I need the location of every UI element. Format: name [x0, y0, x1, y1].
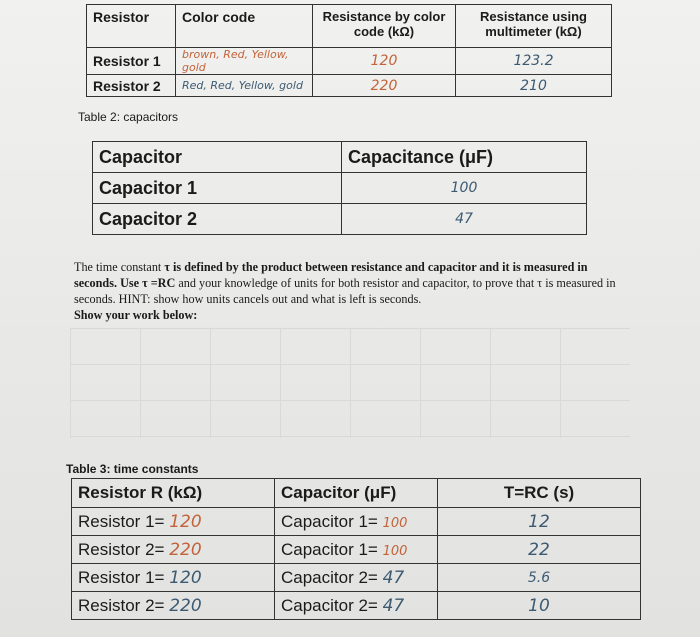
column-header: Resistance using multimeter (kΩ)	[456, 5, 612, 48]
handwritten-value: 100	[382, 543, 408, 559]
table-row	[72, 592, 641, 620]
instruction-text: The time constant	[74, 260, 165, 274]
handwritten-color-code: brown, Red, Yellow, gold	[176, 48, 313, 75]
row-label: Resistor 2=	[78, 539, 165, 559]
column-header: T=RC (s)	[438, 479, 641, 508]
handwritten-value: 47	[382, 595, 405, 616]
handwritten-value: 100	[382, 515, 408, 531]
table-row	[72, 536, 641, 564]
handwritten-value: 47	[382, 567, 405, 588]
capacitor-cell	[275, 508, 438, 536]
handwritten-color-code: Red, Red, Yellow, gold	[176, 75, 313, 97]
column-header: Resistance by color code (kΩ)	[313, 5, 456, 48]
row-label: Resistor 1	[87, 48, 176, 75]
handwritten-value: 12	[438, 508, 641, 536]
handwritten-value: 210	[456, 75, 612, 97]
table-header-row	[87, 5, 612, 48]
capacitor-cell	[275, 564, 438, 592]
row-label: Capacitor 1	[93, 173, 342, 204]
handwritten-value: 10	[438, 592, 641, 620]
handwritten-value: 220	[169, 595, 202, 616]
table-caption: Table 3: time constants	[66, 462, 199, 476]
instruction-text: is defined by the product between resistance and capacitor and it is measured in seconds.	[74, 260, 588, 290]
resistor-table	[86, 4, 612, 97]
column-header: Resistor R (kΩ)	[72, 479, 275, 508]
table-row	[87, 75, 612, 97]
work-area	[70, 328, 630, 438]
row-label: Resistor 1=	[78, 511, 165, 531]
table-caption: Table 2: capacitors	[78, 110, 179, 124]
row-label: Capacitor 2=	[281, 567, 378, 587]
table-row	[72, 564, 641, 592]
column-header: Capacitance (μF)	[342, 142, 587, 173]
capacitor-table	[92, 141, 587, 235]
instruction-text: Use τ =RC	[117, 276, 176, 290]
handwritten-value: 220	[313, 75, 456, 97]
time-constants-table	[71, 478, 641, 620]
row-label: Capacitor 2	[93, 204, 342, 235]
handwritten-value: 5.6	[438, 564, 641, 592]
handwritten-value: 220	[169, 539, 202, 560]
column-header: Color code	[176, 5, 313, 48]
handwritten-value: 120	[313, 48, 456, 75]
row-label: Capacitor 1=	[281, 539, 378, 559]
row-label: Resistor 2=	[78, 595, 165, 615]
handwritten-value: 120	[169, 567, 202, 588]
column-header: Resistor	[87, 5, 176, 48]
table-header-row	[72, 479, 641, 508]
table-row	[93, 173, 587, 204]
row-label: Capacitor 2=	[281, 595, 378, 615]
handwritten-value: 123.2	[456, 48, 612, 75]
capacitor-cell	[275, 536, 438, 564]
resistor-cell	[72, 592, 275, 620]
column-header: Capacitor (μF)	[275, 479, 438, 508]
resistor-cell	[72, 564, 275, 592]
handwritten-value: 120	[169, 511, 202, 532]
column-header: Capacitor	[93, 142, 342, 173]
table-header-row	[93, 142, 587, 173]
resistor-cell	[72, 536, 275, 564]
row-label: Capacitor 1=	[281, 511, 378, 531]
instruction-text: τ	[164, 260, 170, 274]
resistor-cell	[72, 508, 275, 536]
row-label: Resistor 1=	[78, 567, 165, 587]
table-row	[87, 48, 612, 75]
instruction-text: Show your work below:	[74, 308, 198, 322]
handwritten-value: 47	[342, 204, 587, 235]
row-label: Resistor 2	[87, 75, 176, 97]
capacitor-cell	[275, 592, 438, 620]
instructions-paragraph	[74, 259, 630, 323]
handwritten-value: 100	[342, 173, 587, 204]
handwritten-value: 22	[438, 536, 641, 564]
instruction-text: and your knowledge of units for both resistor and capacitor, to prove that τ is measured in seconds. HINT: show how units cancels out and what is left is seconds.	[74, 276, 616, 306]
table-row	[72, 508, 641, 536]
table-row	[93, 204, 587, 235]
